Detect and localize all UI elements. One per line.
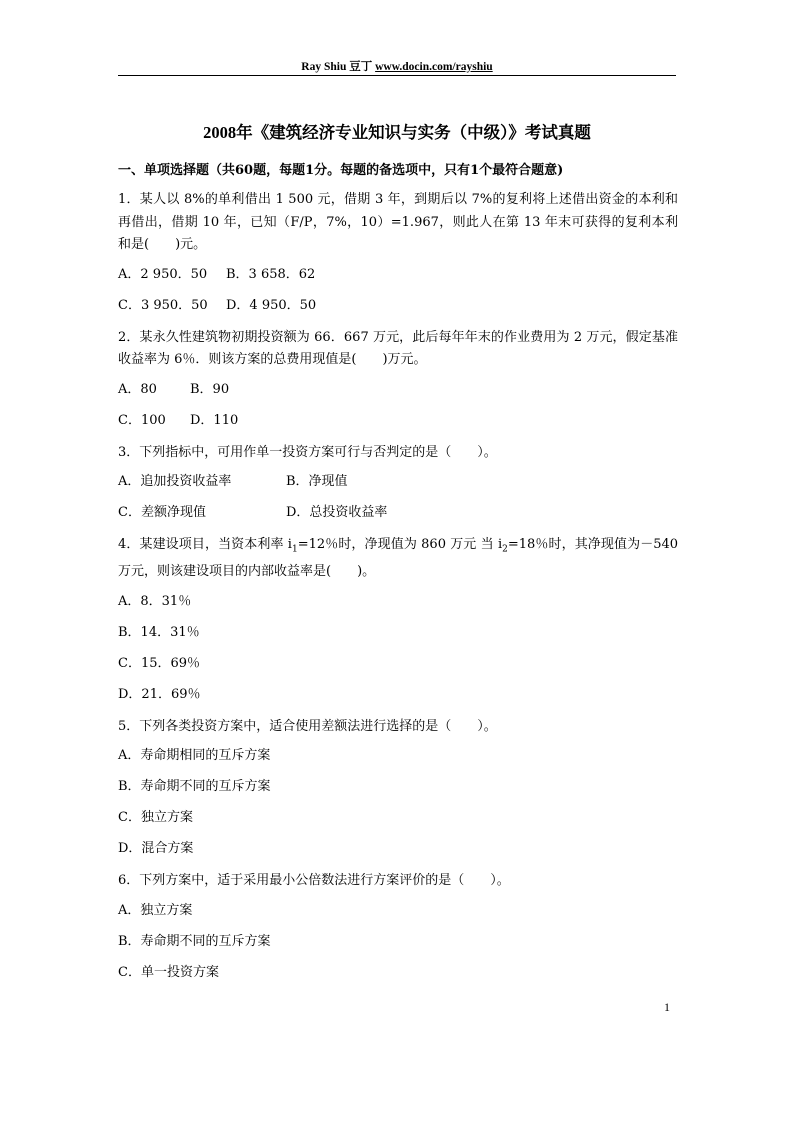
q3-option-b: B．净现值 [286, 474, 348, 489]
q3-option-a: A．追加投资收益率 [118, 474, 232, 489]
header-author: Ray Shiu [301, 61, 347, 73]
question-1-text: 1．某人以 8%的单利借出 1 500 元，借期 3 年，到期后以 7%的复利将上述借出资金的本利和再借出，借期 10 年，已知（F/P，7%，10）=1.967，则此人在第 13 年末可获得的复利本利和是( )元。 [118, 192, 678, 252]
question-3-options-row-2 [118, 503, 678, 534]
q6-option-a: A．独立方案 [118, 902, 193, 918]
section-heading: 一、单项选择题（共60题，每题1分。每题的备选项中，只有1个最符合题意) [118, 163, 564, 178]
q4-option-a: A．8．31％ [118, 593, 192, 609]
q3-option-d: D．总投资收益率 [286, 505, 388, 520]
page-number: 1 [664, 1000, 670, 1014]
q3-option-c: C．差额净现值 [118, 505, 206, 520]
page-header [118, 58, 676, 76]
question-4-text: 4．某建设项目，当资本利率 $i_1=12$％时，净现值为 860 万元 当 $i_2=18$％时，其净现值为－540 万元，则该建设项目的内部收益率是( )。 [118, 537, 679, 580]
header-url-link[interactable]: www.docin.com/rayshiu [375, 61, 493, 73]
q5-option-a: A．寿命期相同的互斥方案 [118, 748, 271, 764]
q4-option-b: B．14．31％ [118, 624, 200, 640]
q1-option-d: D．4 950．50 [226, 297, 317, 313]
question-1-options-row-2 [118, 296, 678, 327]
question-2-options-row-2 [118, 411, 678, 442]
q1-option-b: B．3 658．62 [226, 266, 316, 282]
q6-option-c: C．单一投资方案 [118, 964, 219, 980]
question-2-options-row-1 [118, 380, 678, 411]
q1-option-a: A．2 950．50 [118, 266, 208, 282]
question-2-text: 2．某永久性建筑物初期投资额为 66．667 万元，此后每年年末的作业费用为 2 万元，假定基准收益率为 6％．则该方案的总费用现值是( )万元。 [118, 329, 678, 367]
q4-option-c: C．15．69％ [118, 655, 201, 671]
q5-option-b: B．寿命期不同的互斥方案 [118, 779, 271, 795]
header-name: 豆丁 [349, 61, 373, 73]
q4-option-d: D．21．69％ [118, 686, 201, 702]
q6-option-b: B．寿命期不同的互斥方案 [118, 933, 271, 949]
q2-option-c: C．100 [118, 412, 166, 428]
question-3-text: 3．下列指标中，可用作单一投资方案可行与否判定的是（ ）。 [118, 444, 497, 460]
q5-option-c: C．独立方案 [118, 810, 193, 826]
q2-option-d: D．110 [190, 412, 239, 428]
q2-option-a: A．80 [118, 381, 157, 397]
q1-option-c: C．3 950．50 [118, 297, 208, 313]
q2-option-b: B．90 [190, 381, 230, 397]
document-title: 2008年《建筑经济专业知识与实务（中级）》考试真题 [203, 123, 591, 142]
question-3-options-row-1 [118, 472, 678, 503]
q5-option-d: D．混合方案 [118, 841, 194, 857]
question-list [118, 189, 678, 994]
question-6-text: 6．下列方案中，适于采用最小公倍数法进行方案评价的是（ ）。 [118, 873, 510, 889]
question-5-text: 5．下列各类投资方案中，适合使用差额法进行选择的是（ ）。 [118, 718, 497, 734]
question-1-options-row-1 [118, 265, 678, 296]
